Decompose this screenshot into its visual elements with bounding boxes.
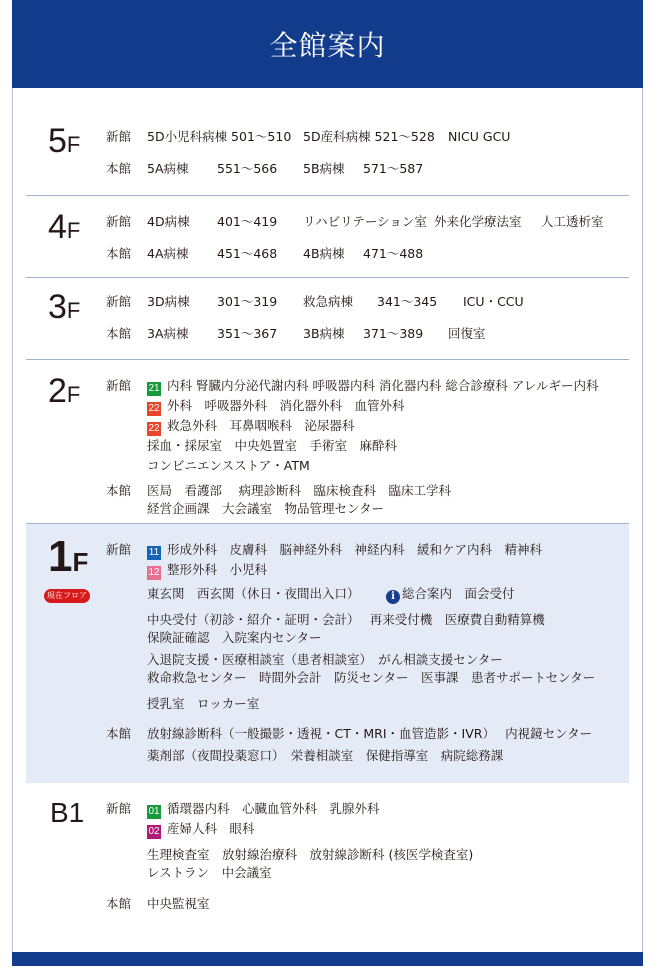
block-number-badge: 22 — [148, 423, 160, 434]
room-name: 回復室 — [448, 326, 486, 341]
floor-label-b1: B1 — [50, 797, 85, 828]
dept-line: 01 循環器内科 心臓血管外科 乳腺外科 — [148, 801, 380, 817]
dept-line: 経営企画課 大会議室 物品管理センター — [147, 501, 385, 516]
ward-name: 4B病棟 — [303, 246, 345, 261]
room-name: リハビリテーション室 — [303, 214, 427, 229]
floor-2f — [26, 360, 629, 524]
room-name: NICU GCU — [448, 129, 511, 144]
facility-line: 中央受付（初診・紹介・証明・会計） 再来受付機 医療費自動精算機 — [147, 612, 545, 627]
dept-line: 医局 看護部 病理診断科 臨床検査科 臨床工学科 — [147, 483, 451, 498]
floor-label-2f: 2F — [48, 372, 81, 410]
room-name: 外来化学療法室 — [434, 214, 522, 229]
dept-line: コンビニエンスストア・ATM — [147, 458, 310, 473]
dept-line: 22 救急外科 耳鼻咽喉科 泌尿器科 — [148, 418, 355, 434]
building-main-label: 本館 — [106, 726, 132, 741]
room-range: 451〜468 — [217, 246, 278, 261]
ward-name: 3B病棟 — [303, 326, 345, 341]
dept-line: 02 産婦人科 眼科 — [148, 821, 255, 837]
room-name: 人工透析室 — [541, 214, 604, 229]
ward-name: 4A病棟 — [147, 246, 189, 261]
room-name: ICU・CCU — [463, 294, 524, 309]
dept-line: 採血・採尿室 中央処置室 手術室 麻酔科 — [147, 438, 398, 453]
room-range: 401〜419 — [217, 214, 278, 229]
block-number-badge: 02 — [148, 826, 160, 837]
facility-line: 入退院支援・医療相談室（患者相談室） がん相談支援センター — [147, 652, 503, 667]
floor-label-5f: 5F — [48, 122, 81, 160]
building-main-label: 本館 — [106, 161, 132, 176]
floor-b1 — [26, 783, 629, 952]
building-main-label: 本館 — [106, 896, 132, 911]
current-floor-badge: 現在フロア — [44, 589, 90, 603]
room-range: 371〜389 — [363, 326, 424, 341]
facility-line: 生理検査室 放射線治療科 放射線診断科 (核医学検査室) — [147, 847, 474, 862]
ward-name: 3A病棟 — [147, 326, 189, 341]
room-range: 471〜488 — [363, 246, 424, 261]
room-range: 351〜367 — [217, 326, 278, 341]
footer-bar — [12, 952, 643, 966]
entrance-line: 東玄関 西玄関（休日・夜間出入口） — [147, 586, 360, 601]
floor-1f — [26, 524, 629, 783]
facility-line: 救命救急センター 時間外会計 防災センター 医事課 患者サポートセンター — [147, 670, 596, 685]
building-new-label: 新館 — [106, 801, 132, 816]
block-number-badge: 01 — [148, 806, 160, 817]
floor-5f — [26, 88, 629, 196]
building-new-label: 新館 — [106, 542, 132, 557]
dept-line: 11 形成外科 皮膚科 脳神経外科 神経内科 緩和ケア内科 精神科 — [148, 542, 543, 558]
dept-line: 22 外科 呼吸器外科 消化器外科 血管外科 — [148, 398, 405, 414]
block-number-badge: 22 — [148, 403, 160, 414]
ward-name: 5A病棟 — [147, 161, 189, 176]
facility-line: 授乳室 ロッカー室 — [147, 696, 260, 711]
floor-3f — [26, 278, 629, 360]
building-new-label: 新館 — [106, 129, 132, 144]
ward-name: 3D病棟 — [147, 294, 190, 309]
floor-label-3f: 3F — [48, 288, 81, 326]
building-new-label: 新館 — [106, 214, 132, 229]
dept-line: 12 整形外科 小児科 — [148, 562, 268, 578]
facility-line: 薬剤部（夜間投薬窓口） 栄養相談室 保健指導室 病院総務課 — [147, 748, 504, 763]
facility-line: 放射線診断科（一般撮影・透視・CT・MRI・血管造影・IVR） 内視鏡センター — [147, 726, 593, 741]
ward-name: 4D病棟 — [147, 214, 190, 229]
info-desk: i 総合案内 面会受付 — [386, 586, 515, 604]
room-range: 301〜319 — [217, 294, 278, 309]
room-range: 5D小児科病棟 501〜510 — [147, 129, 292, 144]
building-main-label: 本館 — [106, 246, 132, 261]
floor-label-1f: 1F — [48, 532, 89, 581]
building-main-label: 本館 — [106, 326, 132, 341]
dept-line: 21 内科 腎臓内分泌代謝内科 呼吸器内科 消化器内科 総合診療科 アレルギー内科 — [148, 378, 599, 394]
facility-line: 保険証確認 入院案内センター — [147, 630, 322, 645]
room-range: 341〜345 — [377, 294, 438, 309]
page-title: 全館案内 — [12, 0, 643, 88]
building-new-label: 新館 — [106, 294, 132, 309]
room-range: 551〜566 — [217, 161, 278, 176]
building-new-label: 新館 — [106, 378, 132, 393]
floor-label-4f: 4F — [48, 208, 81, 246]
building-main-label: 本館 — [106, 483, 132, 498]
facility-line: 中央監視室 — [147, 896, 210, 911]
facility-line: レストラン 中会議室 — [147, 865, 272, 880]
block-number-badge: 21 — [148, 383, 160, 394]
room-range: 571〜587 — [363, 161, 424, 176]
room-range: 5D産科病棟 521〜528 — [303, 129, 435, 144]
ward-name: 救急病棟 — [303, 294, 354, 309]
ward-name: 5B病棟 — [303, 161, 345, 176]
block-number-badge: 11 — [148, 547, 160, 558]
block-number-badge: 12 — [148, 567, 160, 578]
floor-4f — [26, 196, 629, 278]
info-icon: i — [386, 590, 400, 604]
